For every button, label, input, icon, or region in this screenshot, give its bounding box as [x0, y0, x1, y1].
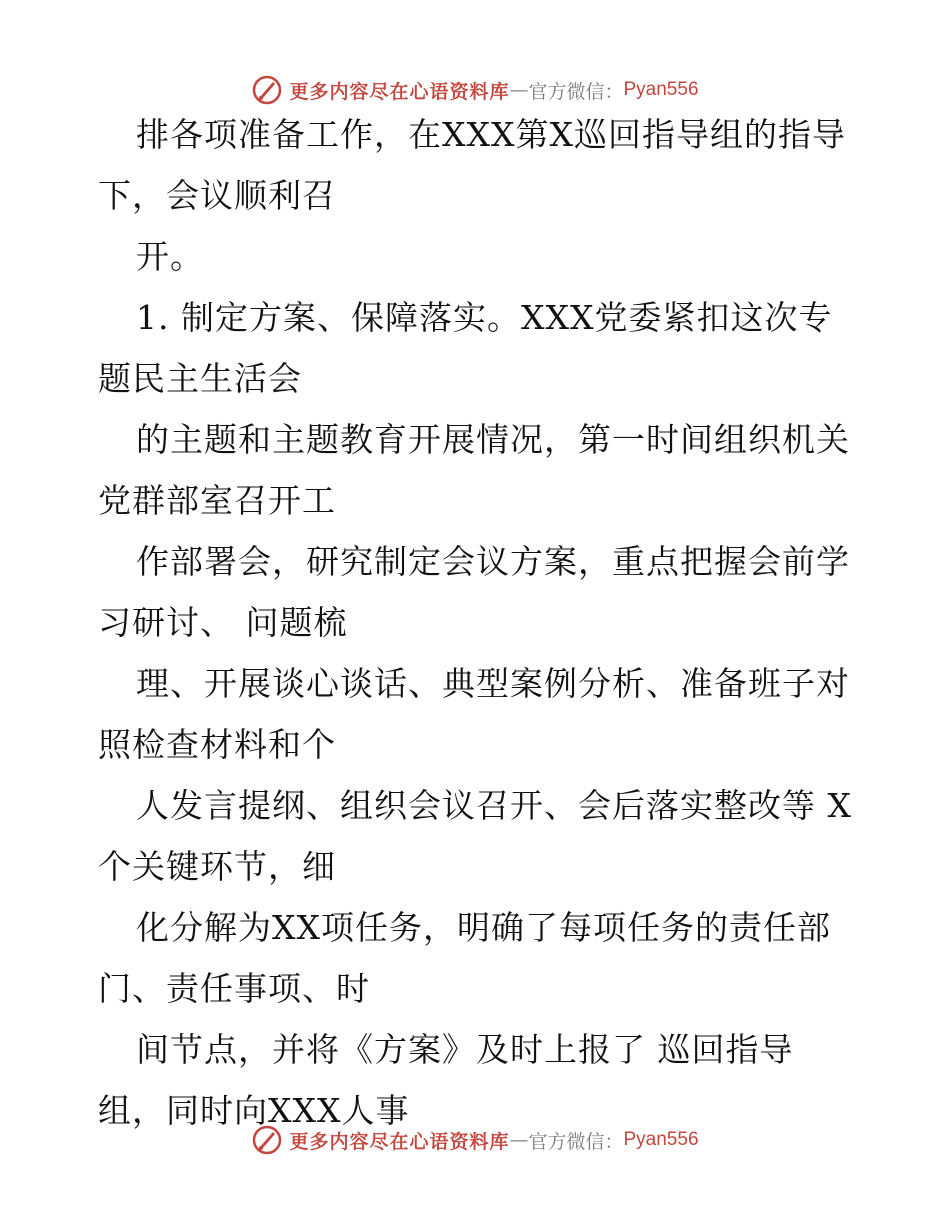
header-watermark: [0, 70, 950, 110]
text-line: 下，会议顺利召: [98, 176, 336, 215]
watermark-official-label: 官方微信：: [528, 1130, 624, 1153]
watermark-id: Pyan556: [623, 1129, 699, 1150]
document-body: [98, 115, 898, 1130]
text-line: 个关键环节，细: [98, 847, 336, 886]
watermark-main-text: 更多内容尽在心语资料库: [289, 80, 510, 103]
text-line: 作部署会，研究制定会议方案，重点把握会前学: [136, 542, 850, 581]
quill-logo-icon: [251, 1124, 283, 1156]
text-line: 的主题和主题教育开展情况，第一时间组织机关: [136, 420, 850, 459]
text-line: 1. 制定方案、保障落实。XXX党委紧扣这次专: [136, 298, 833, 337]
text-line: 题民主生活会: [98, 359, 302, 398]
watermark-separator: —: [509, 1129, 529, 1151]
text-line: 人发言提纲、组织会议召开、会后落实整改等 X: [136, 786, 852, 825]
text-line: 理、开展谈心谈话、典型案例分析、准备班子对: [136, 664, 850, 703]
text-line: 排各项准备工作，在XXX第X巡回指导组的指导: [136, 115, 846, 154]
text-line: 组，同时向XXX人事: [98, 1091, 410, 1130]
footer-watermark: [0, 1120, 950, 1160]
watermark-main-text: 更多内容尽在心语资料库: [289, 1130, 510, 1153]
quill-logo-icon: [251, 74, 283, 106]
watermark-id: Pyan556: [623, 79, 699, 100]
text-line: 习研讨、 问题梳: [98, 603, 348, 642]
text-line: 党群部室召开工: [98, 481, 336, 520]
watermark-separator: —: [509, 79, 529, 101]
text-line: 照检查材料和个: [98, 725, 336, 764]
text-line: 间节点，并将《方案》及时上报了 巡回指导: [136, 1030, 794, 1069]
text-line: 化分解为XX项任务，明确了每项任务的责任部: [136, 908, 831, 947]
text-line: 门、责任事项、时: [98, 969, 370, 1008]
text-line: 开。: [136, 237, 204, 276]
watermark-official-label: 官方微信：: [528, 80, 624, 103]
